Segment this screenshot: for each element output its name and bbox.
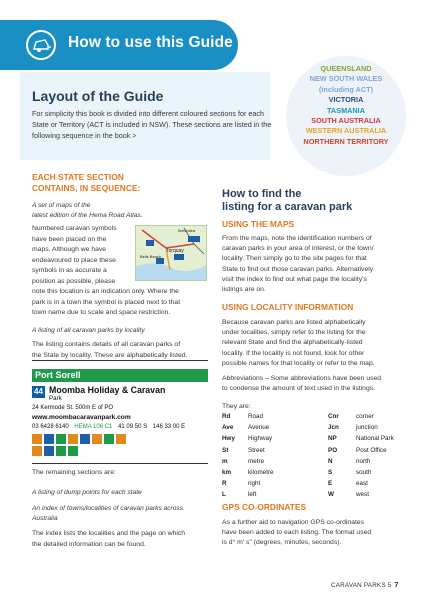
abbr-meaning: north [356, 457, 371, 465]
facility-icon [44, 446, 54, 456]
abbr-code: W [328, 491, 334, 499]
abbr-code: St [222, 446, 229, 454]
page-footer: CARAVAN PARKS 5 7 [331, 580, 399, 589]
abbr-code: Ave [222, 424, 234, 432]
state-label: (including ACT) [318, 84, 374, 94]
state-sequence-list [286, 64, 406, 147]
facility-icon [80, 434, 90, 444]
map-label: Bells Beach [140, 254, 162, 259]
abbr-meaning: Highway [248, 435, 273, 443]
state-label: NORTHERN TERRITORY [303, 136, 389, 146]
layout-title: Layout of the Guide [32, 88, 164, 104]
abbr-meaning: south [356, 469, 372, 476]
divider [32, 360, 208, 361]
abbr-code: Hwy [222, 435, 235, 443]
abbr-meaning: corner [356, 413, 374, 420]
abbr-meaning: Avenue [248, 424, 270, 432]
facility-icon [32, 434, 42, 444]
abbr-code: E [328, 480, 333, 488]
page-title: How to use this Guide [68, 34, 233, 51]
section-heading: EACH STATE SECTION CONTAINS, IN SEQUENCE: [32, 172, 141, 193]
gps-heading: GPS CO-ORDINATES [222, 502, 307, 512]
park-website: www.moombacaravanpark.com [32, 414, 131, 421]
park-number-badge: 44 [32, 386, 45, 398]
dump-points-intro: A listing of dump points for each state [32, 489, 142, 496]
park-name-sub: Park [49, 395, 62, 402]
facility-icon [32, 446, 42, 456]
state-label: NEW SOUTH WALES [309, 74, 383, 84]
abbr-meaning: Street [248, 446, 265, 454]
abbr-code: Cnr [328, 413, 339, 420]
find-listing-title: How to find the listing for a caravan park [222, 188, 353, 213]
state-label: SOUTH AUSTRALIA [311, 116, 381, 126]
using-locality-heading: USING LOCALITY INFORMATION [222, 302, 354, 312]
using-locality-text: Because caravan parks are listed alphabetically under localities, simply refer to the listing for the relevant State and find the alphabetically-listed locality. If the locality is not found, look for other possible names for that locality or refer to the map. [222, 319, 375, 367]
abbr-meaning: left [248, 491, 257, 499]
abbr-code: m [222, 457, 228, 465]
abbr-code: NP [328, 435, 337, 443]
abbr-meaning: National Park [356, 435, 394, 443]
abbr-meaning: junction [356, 424, 378, 432]
maps-description: Numbered caravan symbols have been placed on the maps. Although we have endeavoured to place these symbols in as accurate a position as possible, please [32, 225, 117, 285]
maps-description-cont: note this location is an indication only. Where the park is in a town the symbol is placed next to that town name due to scale and space restriction. [32, 288, 181, 316]
page-number: 7 [394, 580, 399, 589]
maps-intro: A set of maps of the latest edition of the Hema Road Atlas. [32, 202, 143, 219]
index-description: The index lists the localities and the page on which the detailed information can be found. [32, 530, 186, 548]
abbr-code: Rd [222, 413, 231, 420]
facility-icon [68, 434, 78, 444]
using-maps-text: From the maps, note the identification numbers of caravan parks in your area of interest, or the town/ locality. Then simply go to the site pages for that State to find out those caravan parks. Alternatively visit the index to find out what page the locality's listings are on. [222, 235, 374, 294]
remaining-text: The remaining sections are: [32, 469, 116, 476]
listing-description: The listing contains details of all caravan parks of the State by locality. These are alphabetically listed. [32, 341, 188, 359]
abbr-meaning: kilometre [248, 469, 274, 476]
facility-icon [56, 446, 66, 456]
abbr-code: R [222, 480, 227, 488]
caravan-logo-icon [26, 30, 56, 60]
state-label: WESTERN AUSTRALIA [305, 126, 387, 136]
abbr-meaning: east [356, 480, 368, 488]
facility-icon [92, 434, 102, 444]
abbr-code: N [328, 457, 333, 465]
abbr-code: PO [328, 446, 338, 454]
facility-icons [32, 434, 208, 458]
listing-intro: A listing of all caravan parks by locality [32, 327, 145, 334]
divider [32, 463, 208, 464]
facility-icon [44, 434, 54, 444]
facility-icon [68, 446, 78, 456]
index-intro: An index of towns/localities of caravan parks across Australia [32, 505, 183, 522]
abbr-code: L [222, 491, 226, 499]
abbr-code: km [222, 469, 232, 476]
map-label: Torquay [166, 248, 184, 254]
layout-text: For simplicity this book is divided into different coloured sections for each State or Territory (ACT is included in NSW). These sections are listed in the following sequence in the book > [32, 109, 272, 140]
park-address: 24 Kermode St. 500m E of PO [32, 405, 114, 411]
facility-icon [56, 434, 66, 444]
they-are-label: They are: [222, 403, 251, 410]
map-label: Breamlea [178, 228, 196, 233]
park-name: Moomba Holiday & Caravan [49, 385, 166, 395]
gps-text: As a further aid to navigation GPS co-ordinates have been added to each listing. The format used is d° m' s" (degrees, minutes, seconds). [222, 519, 372, 547]
abbreviations-text: Abbreviations – Some abbreviations have been used to condense the amount of text used in the listings. [222, 375, 382, 393]
abbr-meaning: metre [248, 457, 265, 465]
abbr-code: Jcn [328, 424, 339, 432]
using-maps-heading: USING THE MAPS [222, 219, 295, 229]
state-label: QUEENSLAND [320, 64, 372, 73]
state-label: VICTORIA [328, 95, 364, 105]
park-details: 03 6428 6140 HEMA 106 C1 41 09 50 S 146 33 00 E [32, 424, 186, 430]
abbr-code: S [328, 469, 333, 476]
sample-town: Port Sorell [35, 370, 81, 380]
abbr-meaning: west [356, 491, 369, 499]
abbr-meaning: right [248, 480, 261, 488]
state-label: TASMANIA [327, 105, 365, 115]
facility-icon [116, 434, 126, 444]
abbr-meaning: Post Office [356, 446, 387, 454]
facility-icon [104, 434, 114, 444]
abbr-meaning: Road [248, 413, 264, 420]
map-excerpt [135, 225, 207, 281]
